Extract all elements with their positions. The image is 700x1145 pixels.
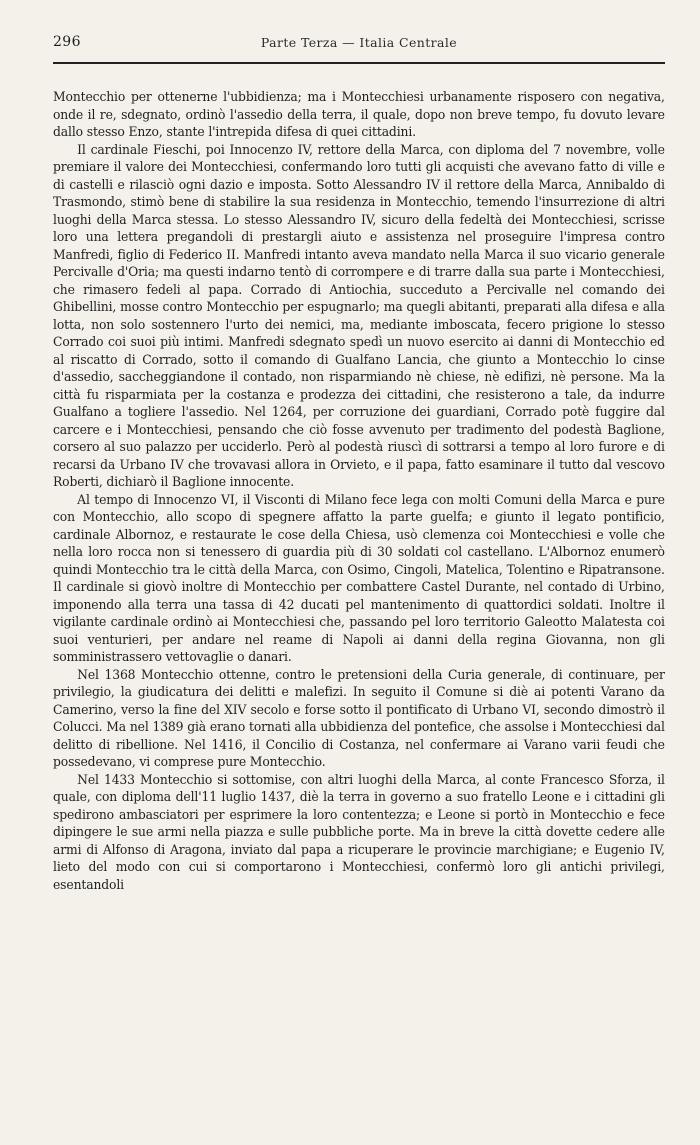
paragraph-innocenzo-vi: Al tempo di Innocenzo VI, il Visconti di Milano fece lega con molti Comuni della Marca e pure con Montecchio, allo scopo di spegnere affatto la parte guelfa; e giunto il legato pontificio, cardinale Albornoz, e restaurate le cose della Chiesa, usò clemenza coi Montecchiesi e volle che nella loro rocca non si tenessero di guardia più di 30 soldati col castellano. L'Albornoz enumerò quindi Montecchio tra le città della Marca, con Osimo, Cingoli, Matelica, Tolentino e Ripatransone. Il cardinale si giovò inoltre di Montecchio per combattere Castel Durante, nel contado di Urbino, imponendo alla terra una tassa di 42 ducati pel mantenimento di quattordici soldati. Inoltre il vigilante cardinale ordinò ai Montecchiesi che, passando pel loro territorio Galeotto Malatesta coi suoi venturieri, per andare nel reame di Napoli ai danni della regina Giovanna, non gli somministrassero vettovaglie o danari. <box>53 492 665 665</box>
page <box>53 32 665 893</box>
body-text <box>53 89 665 894</box>
running-title: Parte Terza — Italia Centrale <box>260 35 458 50</box>
paragraph-1433: Nel 1433 Montecchio si sottomise, con altri luoghi della Marca, al conte Francesco Sforza, il quale, con diploma dell'11 luglio 1437, diè la terra in governo a suo fratello Leone e i cittadini gli spedirono ambasciatori per esprimere la loro contentezza; e Leone si portò in Montecchio e fece dipingere le sue armi nella piazza e sulle pubbliche porte. Ma in breve la città dovette cedere alle armi di Alfonso di Aragona, inviato dal papa a ricuperare le provincie marchigiane; e Eugenio IV, lieto del modo con cui si comportarono i Montecchiesi, confermò loro gli antichi privilegi, esentandoli <box>53 772 665 893</box>
paragraph-fieschi: Il cardinale Fieschi, poi Innocenzo IV, rettore della Marca, con diploma del 7 novembre, volle premiare il valore dei Montecchiesi, confermando loro tutti gli acquisti che avevano fatto di ville e di castelli e rilasciò ogni dazio e imposta. Sotto Alessandro IV il rettore della Marca, Annibaldo di Trasmondo, stimò bene di stabilire la sua residenza in Montecchio, temendo l'insurrezione di altri luoghi della Marca stessa. Lo stesso Alessandro IV, sicuro della fedeltà dei Montecchiesi, scrisse loro una lettera pregandoli di prestargli aiuto e assistenza nel proseguire l'impresa contro Manfredi, figlio di Federico II. Manfredi intanto aveva mandato nella Marca il suo vicario generale Percivalle d'Oria; ma questi indarno tentò di corrompere e di trarre dalla sua parte i Montecchiesi, che rimasero fedeli al papa. Corrado di Antiochia, succeduto a Percivalle nel comando dei Ghibellini, mosse contro Montecchio per espugnarlo; ma quegli abitanti, preparati alla difesa e alla lotta, non solo sostennero l'urto dei nemici, ma, mediante imboscata, fecero prigione lo stesso Corrado coi suoi più intimi. Manfredi sdegnato spedì un nuovo esercito ai danni di Montecchio ed al riscatto di Corrado, sotto il comando di Gualfano Lancia, che giunto a Montecchio lo cinse d'assedio, saccheggiandone il contado, non risparmiando nè chiese, nè edifizi, nè persone. Ma la città fu risparmiata per la costanza e prodezza dei cittadini, che resisterono a tale, da indurre Gualfano a togliere l'assedio. Nel 1264, per corruzione dei guardiani, Corrado potè fuggire dal carcere e i Montecchiesi, pensando che ciò fosse avvenuto per tradimento del podestà Baglione, corsero al suo palazzo per ucciderlo. Però al podestà riuscì di sottrarsi a tempo al loro furore e di recarsi da Urbano IV che trovavasi allora in Orvieto, e il papa, fatto esaminare il tutto dal vescovo Roberti, dichiarò il Baglione innocente. <box>53 142 665 490</box>
page-header <box>53 32 665 52</box>
header-rule <box>53 62 665 64</box>
page-number: 296 <box>53 34 81 50</box>
paragraph-1368: Nel 1368 Montecchio ottenne, contro le pretensioni della Curia generale, di continuare, per privilegio, la giudicatura dei delitti e malefizi. In seguito il Comune si diè ai potenti Varano da Camerino, verso la fine del XIV secolo e forse sotto il pontificato di Urbano VI, secondo dimostrò il Colucci. Ma nel 1389 già erano tornati alla ubbidienza del pontefice, che assolse i Montecchiesi dal delitto di ribellione. Nel 1416, il Concilio di Costanza, nel confermare ai Varano varii feudi che possedevano, vi comprese pure Montecchio. <box>53 667 665 770</box>
paragraph-continuation: Montecchio per ottenerne l'ubbidienza; ma i Montecchiesi urbanamente risposero con negativa, onde il re, sdegnato, ordinò l'assedio della terra, il quale, dopo non breve tempo, fu dovuto levare dallo stesso Enzo, stante l'intrepida difesa di quei cittadini. <box>53 90 665 140</box>
